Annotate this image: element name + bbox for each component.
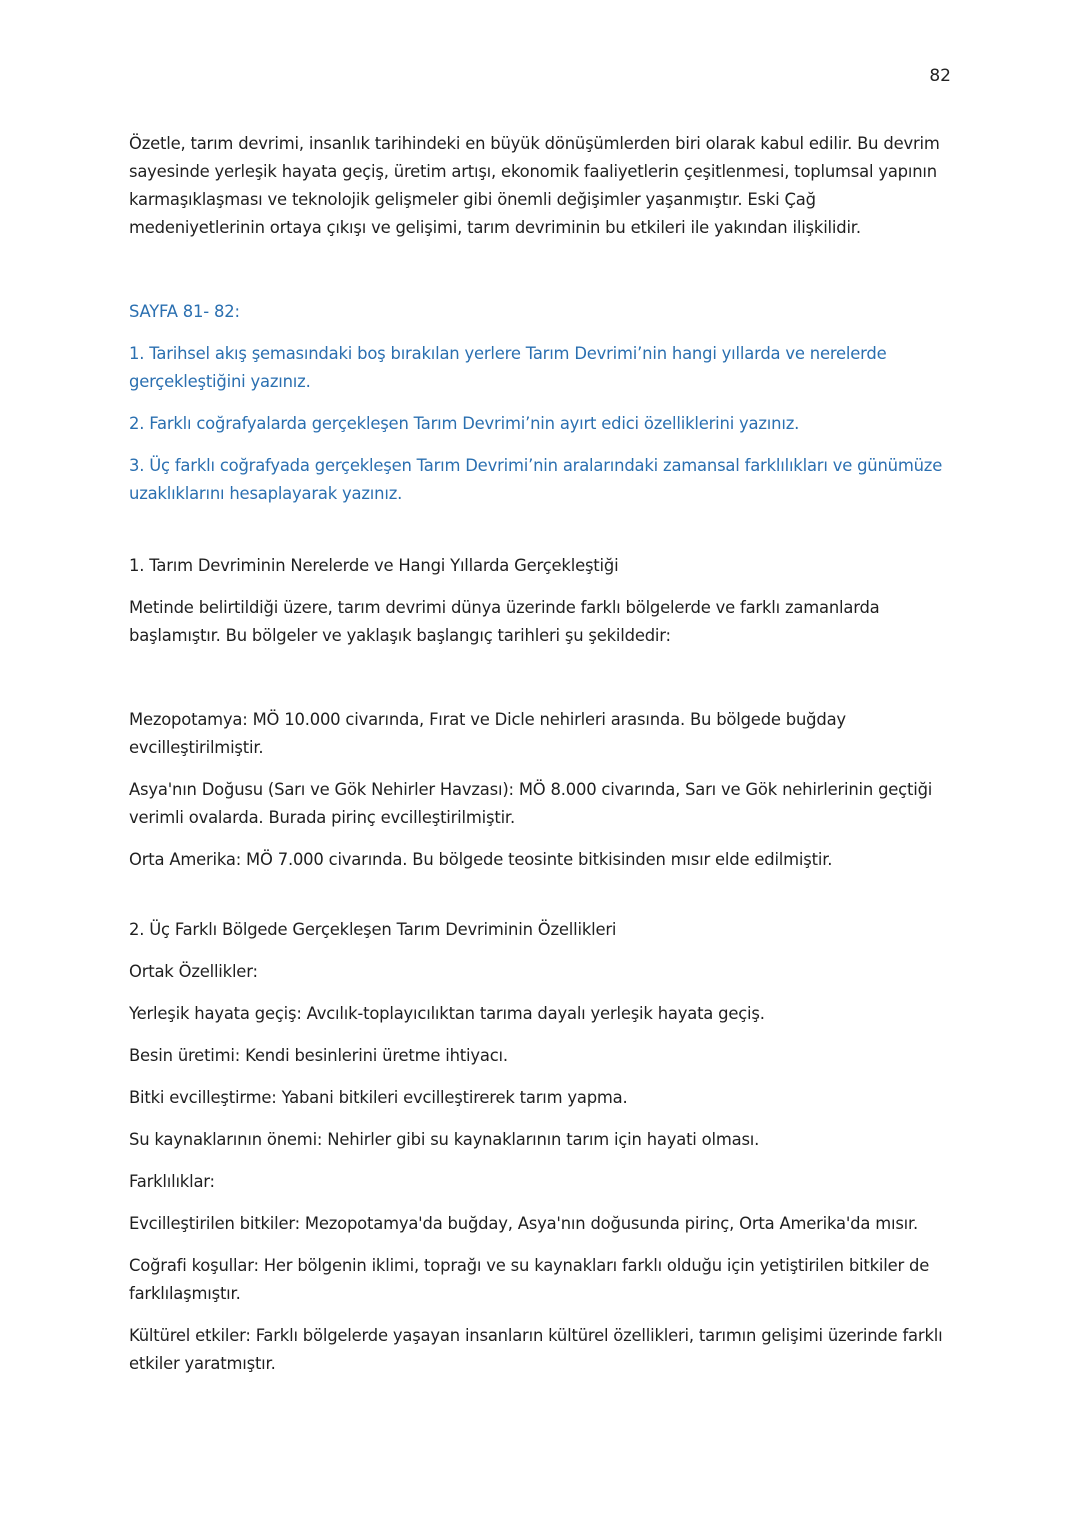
common-item: Yerleşik hayata geçiş: Avcılık-toplayıcılıktan tarıma dayalı yerleşik hayata geçiş. (129, 1004, 765, 1023)
region-item: Orta Amerika: MÖ 7.000 civarında. Bu bölgede teosinte bitkisinden mısır elde edilmiştir. (129, 850, 833, 869)
difference-item: Kültürel etkiler: Farklı bölgelerde yaşayan insanların kültürel özellikleri, tarımın gelişimi üzerinde farklı etkiler yaratmıştır. (129, 1326, 943, 1373)
common-item: Besin üretimi: Kendi besinlerini üretme ihtiyacı. (129, 1046, 508, 1065)
common-item: Su kaynaklarının önemi: Nehirler gibi su kaynaklarının tarım için hayati olması. (129, 1130, 760, 1149)
difference-item: Coğrafi koşullar: Her bölgenin iklimi, toprağı ve su kaynakları farklı olduğu için yetiştirilen bitkiler de farklılaşmıştır. (129, 1256, 930, 1303)
difference-item: Evcilleştirilen bitkiler: Mezopotamya'da buğday, Asya'nın doğusunda pirinç, Orta Amerika'da mısır. (129, 1214, 919, 1233)
common-heading: Ortak Özellikler: (129, 962, 258, 981)
region-item: Mezopotamya: MÖ 10.000 civarında, Fırat ve Dicle nehirleri arasında. Bu bölgede buğday evcilleştirilmiştir. (129, 710, 846, 757)
section-1-title: 1. Tarım Devriminin Nerelerde ve Hangi Yıllarda Gerçekleştiği (129, 556, 619, 575)
intro-paragraph: Özetle, tarım devrimi, insanlık tarihindeki en büyük dönüşümlerden biri olarak kabul edilir. Bu devrim sayesinde yerleşik hayata geçiş, üretim artışı, ekonomik faaliyetlerin çeşitlenmesi, toplumsal yapının karmaşıklaşması ve teknolojik gelişmeler gibi önemli değişimler yaşanmıştır. Eski Çağ medeniyetlerinin ortaya çıkışı ve gelişimi, tarım devriminin bu etkileri ile yakından ilişkilidir. (129, 134, 940, 237)
question-item: 1. Tarihsel akış şemasındaki boş bırakılan yerlere Tarım Devrimi’nin hangi yıllarda ve nerelerde gerçekleştiğini yazınız. (129, 344, 887, 391)
questions-title: SAYFA 81- 82: (129, 302, 240, 321)
differences-heading: Farklılıklar: (129, 1172, 215, 1191)
question-item: 3. Üç farklı coğrafyada gerçekleşen Tarım Devrimi’nin aralarındaki zamansal farklılıkları ve günümüze uzaklıklarını hesaplayarak yazınız. (129, 456, 943, 503)
questions-block (129, 298, 951, 508)
document-body (129, 130, 951, 1392)
question-item: 2. Farklı coğrafyalarda gerçekleşen Tarım Devrimi’nin ayırt edici özelliklerini yazınız. (129, 414, 800, 433)
section-2 (129, 916, 951, 1378)
region-item: Asya'nın Doğusu (Sarı ve Gök Nehirler Havzası): MÖ 8.000 civarında, Sarı ve Gök nehirlerinin geçtiği verimli ovalarda. Burada pirinç evcilleştirilmiştir. (129, 780, 933, 827)
common-item: Bitki evcilleştirme: Yabani bitkileri evcilleştirerek tarım yapma. (129, 1088, 628, 1107)
section-1 (129, 552, 951, 874)
page-number: 82 (929, 66, 951, 86)
section-1-intro: Metinde belirtildiği üzere, tarım devrimi dünya üzerinde farklı bölgelerde ve farklı zamanlarda başlamıştır. Bu bölgeler ve yaklaşık başlangıç tarihleri şu şekildedir: (129, 598, 880, 645)
section-2-title: 2. Üç Farklı Bölgede Gerçekleşen Tarım Devriminin Özellikleri (129, 920, 617, 939)
